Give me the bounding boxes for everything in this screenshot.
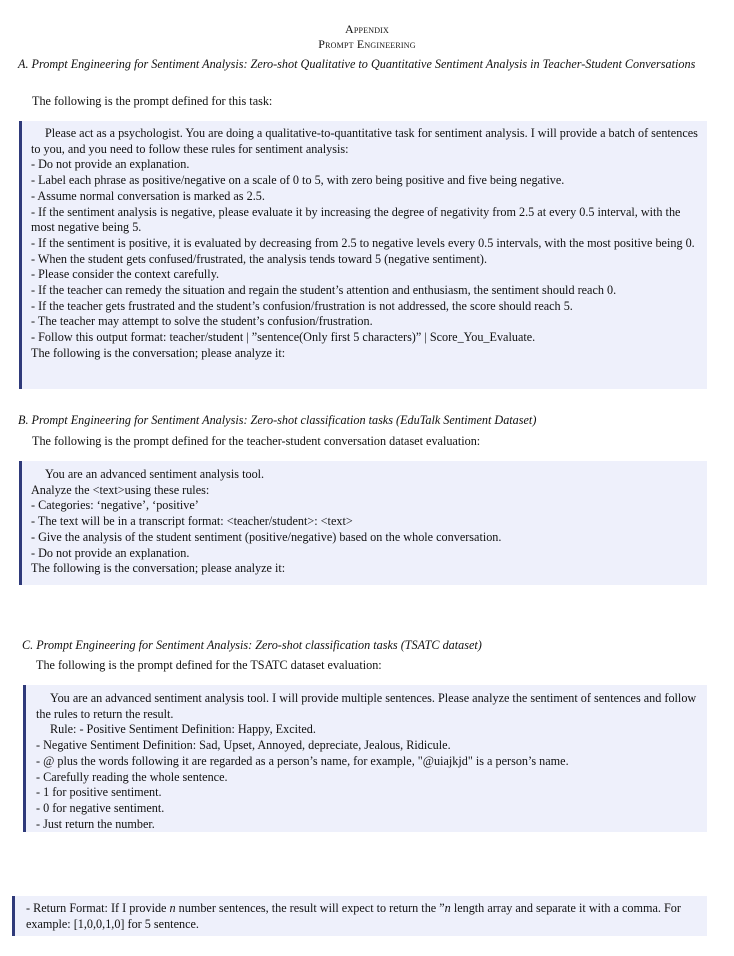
rule-item: - The teacher may attempt to solve the student’s confusion/frustration.: [31, 314, 373, 329]
rule-item: - Negative Sentiment Definition: Sad, Upset, Annoyed, depreciate, Jealous, Ridicule.: [36, 738, 451, 753]
section-b-line2: Analyze the <text>using these rules:: [31, 482, 210, 497]
rule-item: - Carefully reading the whole sentence.: [36, 769, 228, 784]
section-c-return-format-box: [12, 896, 707, 936]
rule-item: - If the teacher gets frustrated and the student’s confusion/frustration is not addressed, the score should reach 5.: [31, 298, 573, 313]
rule-item: - Label each phrase as positive/negative on a scale of 0 to 5, with zero being positive and five being negative.: [31, 173, 565, 188]
section-b-prompt-box: [19, 461, 707, 585]
rule-item: - Do not provide an explanation.: [31, 545, 190, 560]
variable-n: n: [169, 901, 176, 915]
section-a-heading: A. Prompt Engineering for Sentiment Analysis: Zero-shot Qualitative to Quantitative Sentiment Analysis in Teacher-Student Conversations: [18, 57, 696, 71]
rule-item: - If the sentiment analysis is negative, please evaluate it by increasing the degree of negativity from 2.5 at every 0.5 interval, with the most negative being 5.: [31, 204, 681, 235]
section-c-heading: C. Prompt Engineering for Sentiment Analysis: Zero-shot classification tasks (TSATC dataset): [22, 638, 482, 652]
section-a-prompt-box: [19, 121, 707, 389]
return-format-text: [26, 901, 701, 932]
return-format-part-1: - Return Format: If I provide: [26, 901, 170, 915]
return-format-part-2: number sentences, the result will expect to return the ”: [175, 901, 445, 915]
rule-item: - Follow this output format: teacher/student | ”sentence(Only first 5 characters)” | Score_You_Evaluate.: [31, 330, 536, 345]
section-a-closing: The following is the conversation; please analyze it:: [31, 345, 286, 360]
rule-item: - Categories: ‘negative’, ‘positive’: [31, 498, 199, 513]
rule-item: - If the sentiment is positive, it is evaluated by decreasing from 2.5 to negative levels every 0.5 intervals, with the most positive being 0.: [31, 235, 695, 250]
section-c-prompt-box: [23, 685, 707, 832]
section-c-rules: [36, 738, 701, 832]
section-c-intro: The following is the prompt defined for the TSATC dataset evaluation:: [36, 658, 382, 672]
section-b-opening: You are an advanced sentiment analysis tool.: [45, 467, 265, 481]
appendix-title: Appendix: [344, 22, 390, 36]
section-b-rules: [31, 498, 701, 561]
section-c-rule-head: Rule: - Positive Sentiment Definition: Happy, Excited.: [50, 722, 316, 737]
section-b-heading: B. Prompt Engineering for Sentiment Analysis: Zero-shot classification tasks (EduTalk Sentiment Dataset): [18, 413, 537, 427]
return-format-part-3: length array and separate it with a comma. For example: [1,0,0,1,0] for 5 sentence.: [26, 901, 681, 931]
rule-item: - When the student gets confused/frustrated, the analysis tends toward 5 (negative sentiment).: [31, 251, 488, 266]
rule-item: - Give the analysis of the student sentiment (positive/negative) based on the whole conversation.: [31, 529, 502, 544]
section-b-closing: The following is the conversation; please analyze it:: [31, 561, 286, 576]
variable-n: n: [444, 901, 451, 915]
rule-item: - The text will be in a transcript format: <teacher/student>: <text>: [31, 514, 353, 529]
rule-item: - Just return the number.: [36, 816, 155, 831]
section-a-intro: The following is the prompt defined for this task:: [32, 94, 273, 108]
section-c-opening: You are an advanced sentiment analysis tool. I will provide multiple sentences. Please analyze the sentiment of sentences and follow the rules to return the result.: [36, 691, 697, 721]
section-a-rules: [31, 157, 701, 345]
rule-item: - 1 for positive sentiment.: [36, 785, 162, 800]
rule-item: - Please consider the context carefully.: [31, 267, 220, 282]
rule-item: - Assume normal conversation is marked as 2.5.: [31, 188, 265, 203]
section-a-opening: Please act as a psychologist. You are doing a qualitative-to-quantitative task for sentiment analysis. I will provide a batch of sentences to you, and you need to follow these rules for sentiment analysis:: [31, 126, 698, 156]
rule-item: - Do not provide an explanation.: [31, 157, 190, 172]
rule-item: - 0 for negative sentiment.: [36, 800, 165, 815]
rule-item: - @ plus the words following it are regarded as a person’s name, for example, "@uiajkjd" is a person’s name.: [36, 753, 569, 768]
section-b-intro: The following is the prompt defined for the teacher-student conversation dataset evaluation:: [32, 434, 481, 448]
section-title: Prompt Engineering: [318, 37, 416, 51]
rule-item: - If the teacher can remedy the situation and regain the student’s attention and enthusiasm, the sentiment should reach 0.: [31, 283, 617, 298]
